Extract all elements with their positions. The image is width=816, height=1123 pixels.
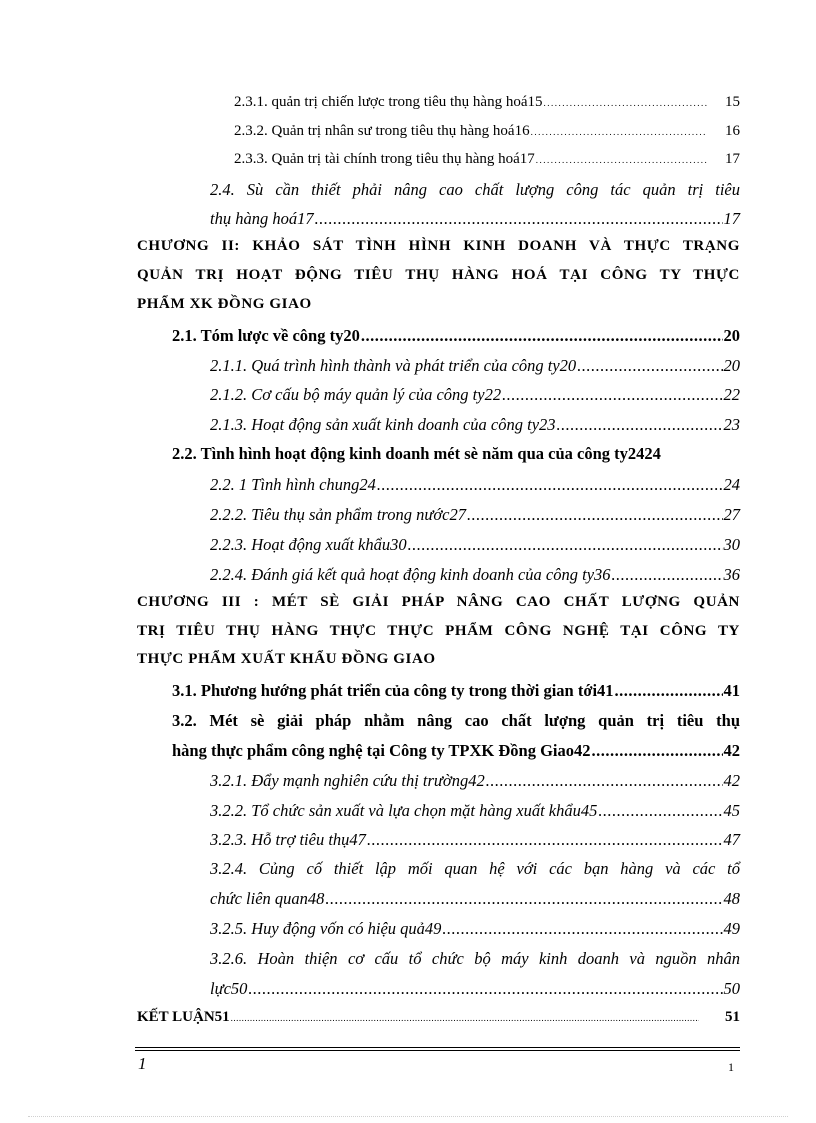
toc-entry-title: 2.3.3. Quản trị tài chính trong tiêu thụ hàng hoá17	[234, 151, 535, 167]
dot-leader	[592, 741, 723, 761]
chapter-2-heading-line1[interactable]: CHƯƠNG II: KHẢO SÁT TÌNH HÌNH KINH DOANH VÀ THỰC TRẠNG	[137, 238, 740, 254]
toc-entry-title: hàng thực phẩm công nghệ tại Công ty TPXK Đồng Giao42	[172, 741, 591, 760]
dot-leader	[598, 801, 722, 821]
dot-leader	[531, 127, 707, 137]
toc-entry-2-2-2[interactable]	[210, 505, 740, 525]
dot-leader	[615, 681, 723, 701]
dot-leader	[361, 326, 723, 346]
toc-entry-2-2-3[interactable]	[210, 535, 740, 555]
dot-leader	[231, 1013, 699, 1023]
toc-entry-title: 2.1. Tóm lược về công ty20	[172, 326, 360, 345]
toc-page-number: 16	[725, 123, 740, 139]
toc-entry-2-4-line2[interactable]	[210, 209, 740, 229]
toc-entry-title: 2.1.3. Hoạt động sản xuất kinh doanh của công ty23	[210, 415, 556, 434]
toc-page-number: 27	[723, 505, 740, 524]
toc-page-number: 50	[723, 979, 740, 998]
toc-entry-title: 2.2.2. Tiêu thụ sản phẩm trong nước27	[210, 505, 466, 524]
toc-entry-2-3-2[interactable]	[234, 123, 740, 140]
toc-page-number: 41	[723, 681, 740, 700]
footer-rule-top	[135, 1047, 740, 1048]
toc-entry-title: thụ hàng hoá17	[210, 209, 314, 228]
toc-entry-title: KẾT LUẬN51	[137, 1009, 230, 1025]
toc-entry-3-2-4-line2[interactable]	[210, 889, 740, 909]
toc-entry-title: 3.2.2. Tổ chức sản xuất và lựa chọn mặt hàng xuất khẩu45	[210, 801, 598, 820]
toc-entry-title: 2.3.1. quản trị chiến lược trong tiêu thụ hàng hoá15	[234, 94, 543, 110]
chapter-3-heading-line2[interactable]: TRỊ TIÊU THỤ HÀNG THỰC THỰC PHẨM CÔNG NGHỆ TẠI CÔNG TY	[137, 623, 740, 639]
toc-entry-ket-luan[interactable]	[137, 1009, 740, 1026]
toc-entry-title: 3.2.5. Huy động vốn có hiệu quả49	[210, 919, 442, 938]
dot-leader	[502, 385, 722, 405]
dot-leader	[544, 98, 708, 108]
toc-entry-title: lực50	[210, 979, 248, 998]
toc-entry-3-2-5[interactable]	[210, 919, 740, 939]
toc-entry-3-2-line2[interactable]	[172, 741, 740, 761]
dot-leader	[377, 475, 723, 495]
toc-entry-title: 3.1. Phương hướng phát triển của công ty trong thời gian tới41	[172, 681, 614, 700]
page-number: 1	[728, 1060, 734, 1074]
toc-page-number: 22	[723, 385, 740, 404]
toc-entry-3-2-3[interactable]	[210, 830, 740, 850]
toc-entry-2-1-3[interactable]	[210, 415, 740, 435]
toc-entry-3-1[interactable]	[172, 681, 740, 701]
toc-page-number: 17	[725, 151, 740, 167]
toc-entry-title: 2.2. 1 Tình hình chung24	[210, 475, 376, 494]
toc-page-number: 45	[723, 801, 740, 820]
toc-page-number: 15	[725, 94, 740, 110]
toc-page-number: 42	[723, 741, 740, 760]
toc-page-number: 42	[723, 771, 740, 790]
toc-entry-title: 2.2.3. Hoạt động xuất khẩu30	[210, 535, 407, 554]
chapter-2-heading-line2[interactable]: QUẢN TRỊ HOẠT ĐỘNG TIÊU THỤ HÀNG HOÁ TẠI CÔNG TY THỰC	[137, 267, 740, 283]
toc-entry-title: chức liên quan48	[210, 889, 325, 908]
dot-leader	[325, 889, 722, 909]
toc-page-number: 30	[723, 535, 740, 554]
toc-page-number: 20	[723, 356, 740, 375]
dot-leader	[442, 919, 722, 939]
chapter-3-heading-line1[interactable]: CHƯƠNG III : MÉT SÈ GIẢI PHÁP NÂNG CAO CHẤT LƯỢNG QUẢN	[137, 594, 740, 610]
toc-entry-3-2-1[interactable]	[210, 771, 740, 791]
toc-page-number: 20	[723, 326, 740, 345]
dot-leader	[408, 535, 723, 555]
toc-page-number: 36	[723, 565, 740, 584]
toc-page-number: 49	[723, 919, 740, 938]
toc-entry-title: 2.1.2. Cơ cấu bộ máy quản lý của công ty22	[210, 385, 502, 404]
toc-entry-2-2-1[interactable]	[210, 475, 740, 495]
toc-entry-3-2-4-line1[interactable]: 3.2.4. Củng cố thiết lập mối quan hệ với các bạn hàng và các tổ	[210, 859, 740, 878]
toc-page-number: 24	[723, 475, 740, 494]
toc-entry-3-2-line1[interactable]: 3.2. Mét sè giải pháp nhằm nâng cao chất lượng quản trị tiêu thụ	[172, 711, 740, 730]
chapter-3-heading-line3[interactable]: THỰC PHẨM XUẤT KHẨU ĐỒNG GIAO	[137, 651, 436, 667]
toc-page-number: 48	[723, 889, 740, 908]
toc-entry-2-1-2[interactable]	[210, 385, 740, 405]
footer-rule-bottom	[135, 1050, 740, 1051]
dot-leader	[486, 771, 723, 791]
dot-leader	[467, 505, 723, 525]
toc-entry-2-2[interactable]: 2.2. Tình hình hoạt động kinh doanh mét sè năm qua của công ty2424	[172, 444, 661, 463]
footer-left-number: 1	[138, 1054, 147, 1073]
chapter-2-heading-line3[interactable]: PHẨM XK ĐỒNG GIAO	[137, 296, 312, 312]
toc-page-number: 47	[723, 830, 740, 849]
dot-leader	[367, 830, 723, 850]
toc-entry-title: 3.2.3. Hỗ trợ tiêu thụ47	[210, 830, 366, 849]
toc-entry-2-3-1[interactable]	[234, 94, 740, 111]
toc-entry-title: 2.1.1. Quá trình hình thành và phát triển của công ty20	[210, 356, 577, 375]
toc-entry-3-2-2[interactable]	[210, 801, 740, 821]
toc-entry-3-2-6-line1[interactable]: 3.2.6. Hoàn thiện cơ cấu tổ chức bộ máy kinh doanh và nguồn nhân	[210, 949, 740, 968]
page-edge-divider	[28, 1116, 788, 1117]
toc-entry-2-2-4[interactable]	[210, 565, 740, 585]
dot-leader	[536, 155, 707, 165]
toc-entry-3-2-6-line2[interactable]	[210, 979, 740, 999]
toc-entry-title: 3.2.1. Đẩy mạnh nghiên cứu thị trường42	[210, 771, 485, 790]
toc-entry-2-1-1[interactable]	[210, 356, 740, 376]
toc-page-number: 17	[723, 209, 740, 228]
dot-leader	[612, 565, 723, 585]
toc-entry-2-4-line1[interactable]: 2.4. Sù cần thiết phải nâng cao chất lượng công tác quản trị tiêu	[210, 180, 740, 199]
toc-entry-2-1[interactable]	[172, 326, 740, 346]
dot-leader	[248, 979, 722, 999]
dot-leader	[557, 415, 723, 435]
dot-leader	[315, 209, 723, 229]
toc-entry-title: 2.2.4. Đánh giá kết quả hoạt động kinh doanh của công ty36	[210, 565, 611, 584]
toc-entry-title: 2.3.2. Quản trị nhân sư trong tiêu thụ hàng hoá16	[234, 123, 530, 139]
toc-page-number: 51	[725, 1009, 740, 1025]
toc-page-number: 23	[723, 415, 740, 434]
dot-leader	[577, 356, 722, 376]
toc-entry-2-3-3[interactable]	[234, 151, 740, 168]
